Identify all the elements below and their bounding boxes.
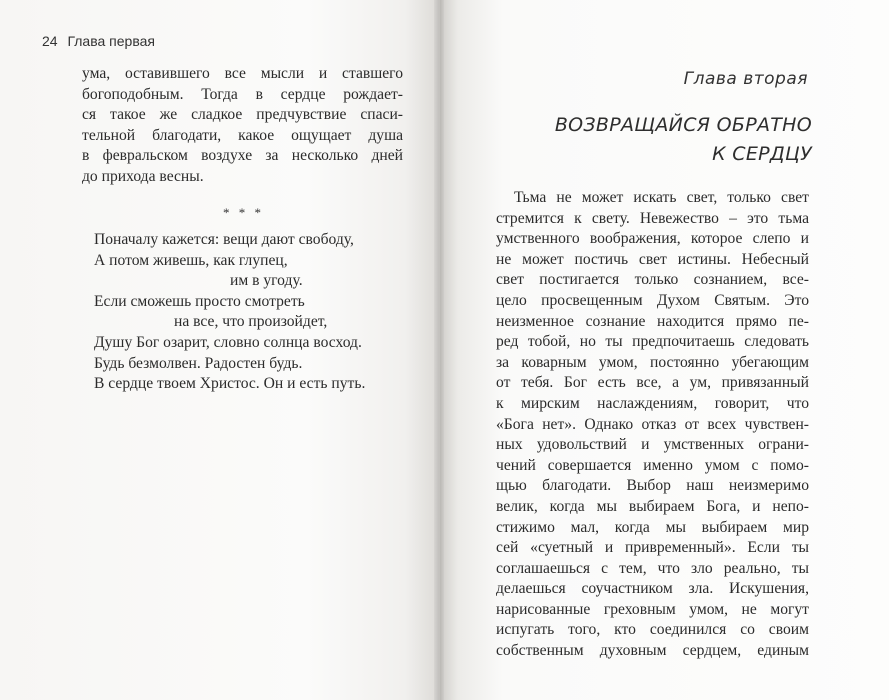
text-line: неизменное сознание находится прямо пе- (496, 312, 809, 330)
poem-line: Душу Бог озарит, словно солнца восход. (94, 333, 362, 351)
text-line: велик, когда мы выбираем Бога, и непо- (496, 497, 809, 515)
text-line: ся такое же сладкое предчувствие спаси- (82, 106, 403, 124)
text-line: «Бога нет». Однако отказ от всех чувствен- (496, 415, 809, 433)
text-line: ред тобой, но ты предпочитаешь следовать (496, 333, 809, 351)
text-line: испугать того, кто соединился со своим (496, 621, 809, 639)
poem-line: В сердце твоем Христос. Он и есть путь. (94, 375, 366, 393)
poem-line: А потом живешь, как глупец, (94, 251, 288, 269)
poem-line: Если сможешь просто смотреть (94, 292, 305, 310)
text-line: щью благодати. Выбор наш неизмеримо (496, 477, 809, 495)
text-line: собственным духовным сердцем, единым (496, 642, 809, 660)
text-line: соглашаешься с тем, что зло реально, ты (496, 559, 809, 577)
left-paragraph (82, 64, 403, 188)
right-body-text (496, 188, 809, 662)
chapter-label: Глава вторая (683, 69, 808, 89)
text-line: нарисованные греховным умом, не могут (496, 600, 809, 618)
left-page (0, 0, 440, 700)
chapter-title (520, 111, 812, 169)
section-separator: * * * (223, 205, 264, 220)
text-line: цело просвещенным Духом Святым. Это (496, 291, 809, 309)
text-line: делаешься соучастником зла. Искушения, (496, 580, 809, 598)
text-line: Тьма не может искать свет, только свет (514, 189, 809, 206)
poem-line: Будь безмолвен. Радостен будь. (94, 354, 303, 372)
chapter-title-line: К СЕРДЦУ (712, 143, 812, 165)
poem-line: на все, что произойдет, (174, 313, 328, 331)
text-line: стремится к свету. Невежество – это тьма (496, 209, 809, 227)
text-line: умственного воображения, которое слепо и (496, 230, 809, 248)
text-line: за коварным умом, постоянно убегающим (496, 353, 809, 371)
running-head (42, 33, 155, 49)
text-line: от тебя. Бог есть все, а ум, привязанный (496, 374, 809, 392)
text-line: в февральском воздухе за несколько дней (82, 147, 403, 165)
poem-line: им в угоду. (230, 272, 303, 290)
page-number: 24 (42, 33, 58, 49)
text-line: ных удовольствий и умственных ограни- (496, 436, 809, 454)
text-line: сей «суетный и привременный». Если ты (496, 539, 809, 557)
text-line: не может постичь свет истины. Небесный (496, 250, 809, 268)
text-line: свет постигается только сознанием, все- (496, 271, 809, 289)
text-line: до прихода весны. (82, 167, 204, 185)
text-line: стижимо мал, когда мы выбираем мир (496, 518, 809, 536)
text-line: к мирским наслаждениям, говорит, что (496, 394, 809, 412)
text-line: богоподобным. Тогда в сердце рождает- (82, 85, 403, 103)
text-line: тельной благодати, какое ощущает душа (82, 126, 403, 144)
chapter-title-line: ВОЗВРАЩАЙСЯ ОБРАТНО (554, 114, 812, 136)
text-line: ума, оставившего все мысли и ставшего (82, 65, 403, 82)
poem-line: Поначалу кажется: вещи дают свободу, (94, 231, 354, 248)
text-line: чений совершается именно умом с помо- (496, 456, 809, 474)
running-head-title: Глава первая (67, 33, 155, 49)
book-gutter (434, 0, 444, 700)
poem (94, 230, 414, 395)
